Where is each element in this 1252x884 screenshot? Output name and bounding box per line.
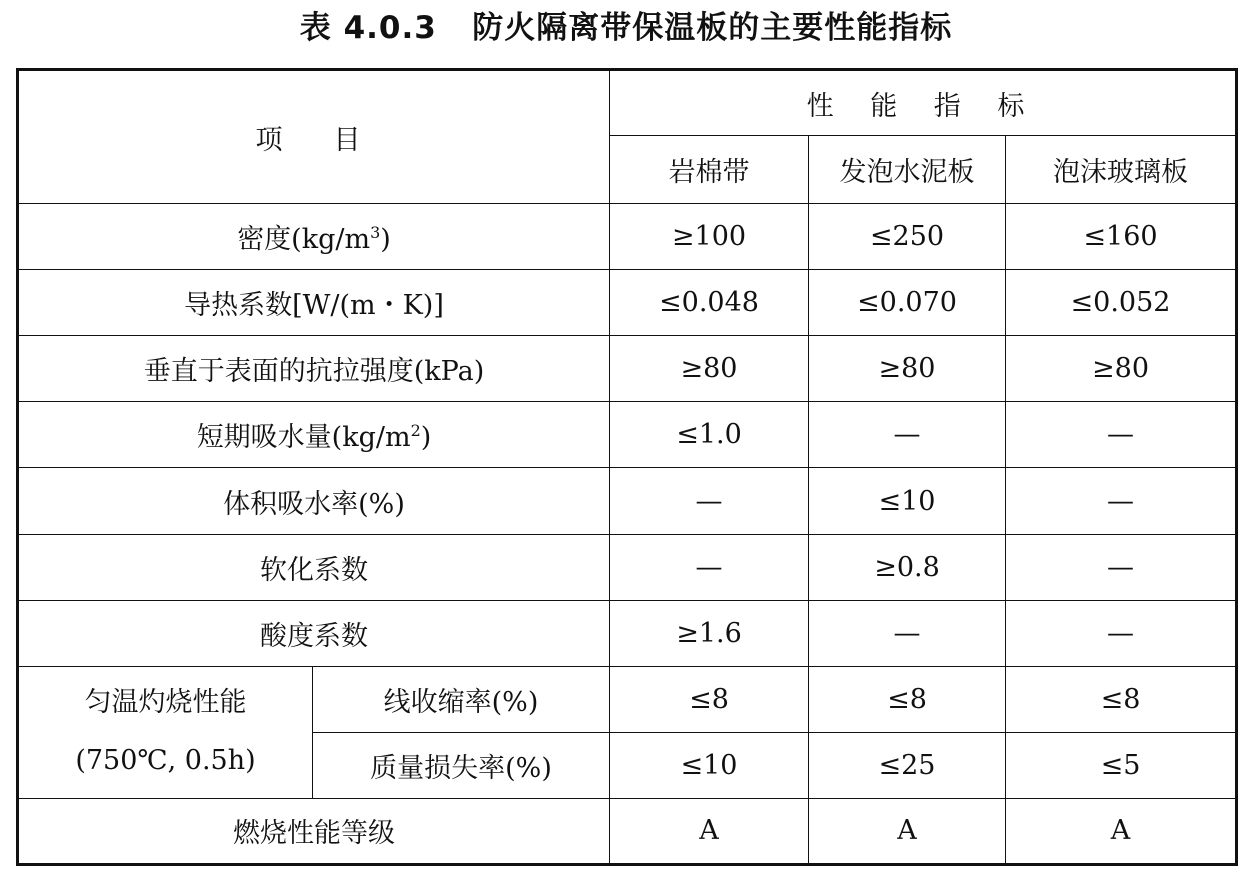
cell-value: — xyxy=(1006,468,1237,534)
table-row xyxy=(18,798,1237,864)
cell-value: ≥80 xyxy=(610,336,809,402)
table-row xyxy=(18,600,1237,666)
cell-value: A xyxy=(809,798,1006,864)
cell-value: — xyxy=(809,402,1006,468)
cell-value: ≥80 xyxy=(1006,336,1237,402)
cell-value: ≤0.070 xyxy=(809,270,1006,336)
header-group: 性 能 指 标 xyxy=(610,70,1237,136)
row-label: 体积吸水率(%) xyxy=(18,468,610,534)
row-label: 导热系数[W/(m・K)] xyxy=(18,270,610,336)
group-label-line2: (750℃, 0.5h) xyxy=(75,745,256,777)
header-col-foam-cement: 发泡水泥板 xyxy=(809,136,1006,204)
table-row xyxy=(18,204,1237,270)
performance-table xyxy=(16,68,1238,866)
table-row xyxy=(18,666,1237,732)
cell-value: A xyxy=(1006,798,1237,864)
table-title: 表 4.0.3 防火隔离带保温板的主要性能指标 xyxy=(299,10,953,46)
header-col-foam-glass: 泡沫玻璃板 xyxy=(1006,136,1237,204)
header-item: 项 目 xyxy=(18,70,610,204)
header-col-rock-wool: 岩棉带 xyxy=(610,136,809,204)
cell-value: ≤8 xyxy=(610,666,809,732)
cell-value: ≤160 xyxy=(1006,204,1237,270)
cell-value: — xyxy=(1006,534,1237,600)
row-label: 密度$(kg/m^3)$ xyxy=(18,204,610,270)
cell-value: ≤5 xyxy=(1006,732,1237,798)
cell-value: ≤250 xyxy=(809,204,1006,270)
table-row xyxy=(18,468,1237,534)
cell-value: — xyxy=(610,468,809,534)
header-row-1 xyxy=(18,70,1237,136)
cell-value: ≥1.6 xyxy=(610,600,809,666)
cell-value: ≤1.0 xyxy=(610,402,809,468)
cell-value: ≤0.048 xyxy=(610,270,809,336)
row-label: 酸度系数 xyxy=(18,600,610,666)
sub-row-label: 质量损失率(%) xyxy=(313,732,610,798)
cell-value: ≤25 xyxy=(809,732,1006,798)
row-label: 短期吸水量$(kg/m^2)$ xyxy=(18,402,610,468)
cell-value: ≤8 xyxy=(809,666,1006,732)
cell-value: ≥0.8 xyxy=(809,534,1006,600)
table-row xyxy=(18,270,1237,336)
group-label-line1: 匀温灼烧性能 xyxy=(84,687,247,719)
cell-value: — xyxy=(1006,402,1237,468)
cell-value: ≥100 xyxy=(610,204,809,270)
group-row-label xyxy=(18,666,313,798)
cell-value: — xyxy=(610,534,809,600)
cell-value: — xyxy=(1006,600,1237,666)
cell-value: A xyxy=(610,798,809,864)
cell-value: ≥80 xyxy=(809,336,1006,402)
row-label: 软化系数 xyxy=(18,534,610,600)
row-label: 垂直于表面的抗拉强度(kPa) xyxy=(18,336,610,402)
cell-value: ≤10 xyxy=(809,468,1006,534)
cell-value: ≤0.052 xyxy=(1006,270,1237,336)
cell-value: ≤8 xyxy=(1006,666,1237,732)
row-label: 燃烧性能等级 xyxy=(18,798,610,864)
sub-row-label: 线收缩率(%) xyxy=(313,666,610,732)
cell-value: — xyxy=(809,600,1006,666)
table-row xyxy=(18,534,1237,600)
cell-value: ≤10 xyxy=(610,732,809,798)
table-row xyxy=(18,402,1237,468)
table-row xyxy=(18,336,1237,402)
